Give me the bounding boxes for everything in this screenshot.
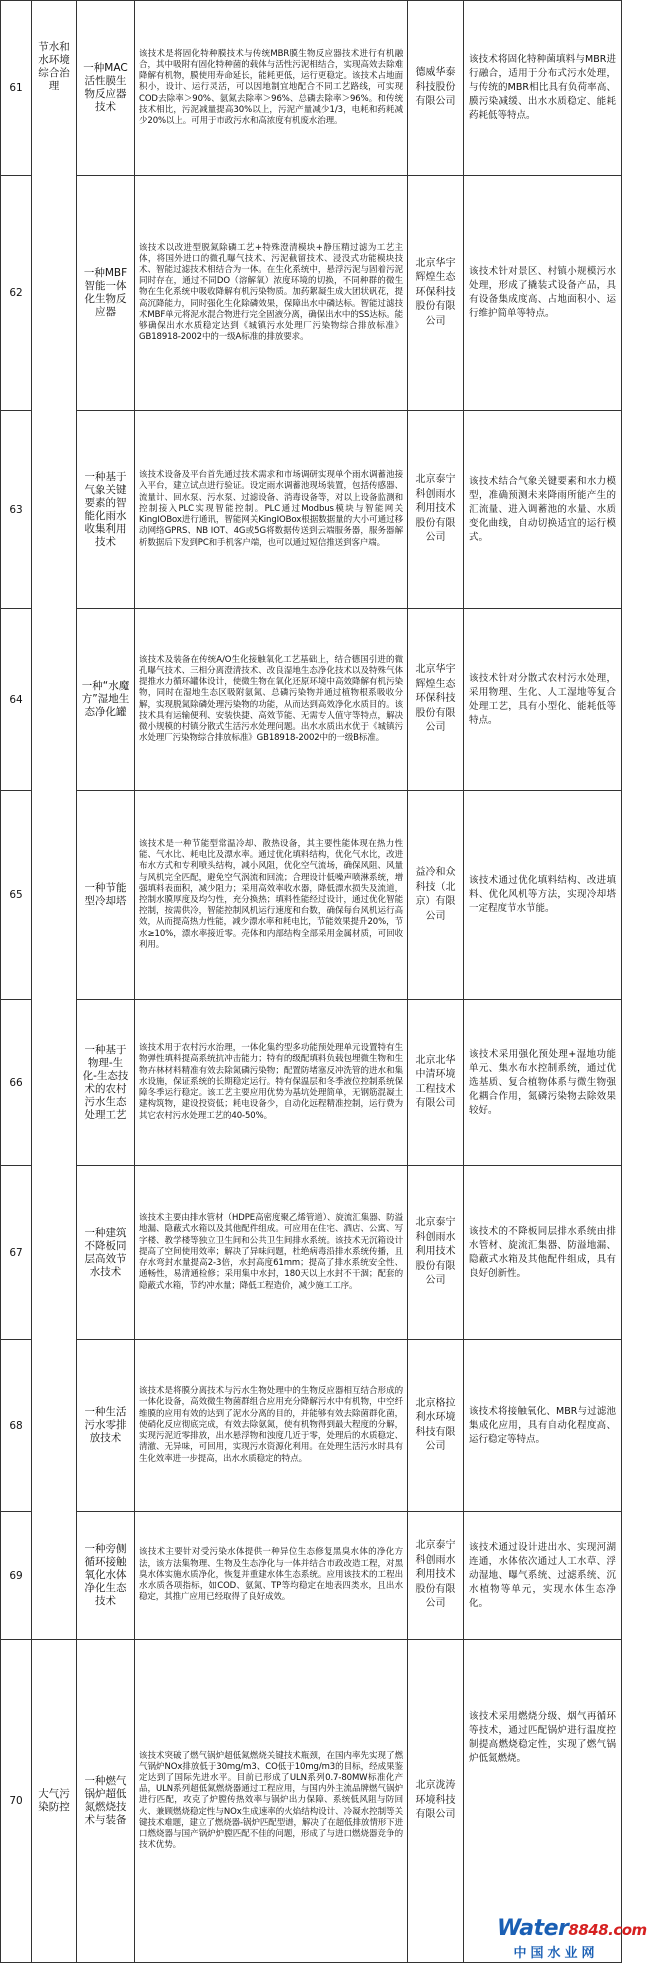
category-cell: 节水和水环境综合治理	[32, 1, 77, 1640]
technology-description: 该技术主要针对受污染水体提供一种异位生态修复黑臭水体的净化方法，该方法集物理、生物及生态净化与一体并结合市政改造工程，对黑臭水体实施水质净化，恢复并重建水体生态系统。应用该技术的工程出水水质各项指标，如COD、氨氮、TP等均稳定在地表四类水，且出水稳定，其推广应用已经取得了良好成效。	[135, 1512, 408, 1640]
technology-description: 该技术以改进型脱氮除磷工艺+特殊澄清模块+静压精过滤为工艺主体，将国外进口的微孔曝气技术、污泥截留技术、浸没式功能模块技术、智能过滤技术相结合为一体。在生化系统中，悬浮污泥与固着污泥同时存在，通过不同DO（溶解氧）浓度环境的切换，不同种群的微生物在生化系统中吸收降解有机污染物质。加药絮凝生成大团状矾花，提高沉降能力，同时强化生化除磷效果，保障出水中磷达标。智能过滤技术MBF单元将泥水混合物进行完全固液分离，确保出水中的SS达标。能够确保出水水质稳定达到《城镇污水处理厂污染物综合排放标准》GB18918-2002中的一级A标准的排放要求。	[135, 176, 408, 411]
watermark-brand-number: 8848	[568, 1921, 609, 1939]
table-row	[1, 791, 622, 1000]
technology-name: 一种节能型冷却塔	[77, 791, 135, 1000]
applicant-unit: 德威华泰科技股份有限公司	[408, 1, 464, 176]
table-row	[1, 176, 622, 411]
applicant-unit: 益冷和众科技（北京）有限公司	[408, 791, 464, 1000]
technology-features: 该技术将接触氧化、MBR与过滤池集成化应用，具有自动化程度高、运行稳定等特点。	[464, 1340, 622, 1512]
technology-features: 该技术通过设计进出水、实现河湖连通，水体依次通过人工水草、浮动湿地、曝气系统、过滤系统、沉水植物等单元，实现水体生态净化。	[464, 1512, 622, 1640]
applicant-unit: 北京华宇辉煌生态环保科技股份有限公司	[408, 176, 464, 411]
technology-description: 该技术设备及平台首先通过技术需求和市场调研实现单个雨水调蓄池接入平台，建立试点进行验证。设定雨水调蓄池现场装置，包括传感器、流量计、回水泵、污水泵、过滤设备、消毒设备等，对以上设备监测和控制接入PLC实现智能控制。PLC通过Modbus模块与智能网关KingIOBox进行通讯，智能网关KingIOBox根据数据量的大小可通过移动网络GPRS、NB IOT、4G或5G将数据传送到云端服务器，服务器解析数据后下发到PC和手机客户端，也可以通过短信推送到客户端。	[135, 411, 408, 609]
row-number: 62	[1, 176, 32, 411]
technology-name: 一种MAC活性膜生物反应器技术	[77, 1, 135, 176]
table-row	[1, 1166, 622, 1340]
table-row	[1, 609, 622, 791]
technology-description: 该技术是将膜分离技术与污水生物处理中的生物反应器相互结合形成的一体化设备，高效微生物菌群组合应用充分降解污水中有机物，中空纤维膜的应用有效的达到了泥水分离的目的，并能够有效去除菌群化菌，使硝化反应彻底完成，有效去除氨氮，使有机物得到最大程度的分解，实现污泥近零排放，出水悬浮物和浊度几近于零，处理后的水质稳定、清澈、无异味，可回用，实现污水资源化利用。在处理生活污水时具有生化效率进一步提高，出水水质稳定的特点。	[135, 1340, 408, 1512]
row-number: 66	[1, 1000, 32, 1166]
row-number: 61	[1, 1, 32, 176]
row-number: 63	[1, 411, 32, 609]
watermark-brand-left: Water	[497, 1916, 569, 1941]
technology-features: 该技术针对分散式农村污水处理，采用物理、生化、人工湿地等复合处理工艺，具有小型化、能耗低等特点。	[464, 609, 622, 791]
row-number: 64	[1, 609, 32, 791]
table-row	[1, 1, 622, 176]
technology-description: 该技术是将固化特种膜技术与传统MBR膜生物反应器技术进行有机融合，其中吸附有固化特种菌的载体与活性污泥相结合，实现高效去除难降解有机物，膜使用寿命延长，能耗更低，运行更稳定。该技术占地面积小，设计、运行灵活，可以因地制宜地配合不同工艺路线，可实现COD去除率＞90%、氨氮去除率＞96%、总磷去除率＞96%。和传统技术相比，污泥减量提高30%以上，污泥产量减少1/3，电耗和药耗减少20%以上。可用于市政污水和高浓度有机废水治理。	[135, 1, 408, 176]
watermark-logo	[497, 1916, 647, 1942]
technology-description: 该技术是一种节能型常温冷却、散热设备，其主要性能体现在热力性能、气水比、耗电比及漂水率。通过优化填料结构，优化气水比，改进布水方式和专利喷头结构，减小风阻，优化空气流场，确保风阻、风量与风机完全匹配，避免空气涡流和回流；合理设计低噪声喷淋系统，增强填料表面积，减少阻力；采用高效率收水器，降低漂水损失及流道，控制水膜厚度及均匀性，充分换热；填料性能经过设计，通过优化智能控制，按需供冷，智能控制风机运行速度和台数，确保每台风机运行高效，从而提高热力性能，减少漂水率和耗电比，节能效果提升20%，节水≥10%，漂水率接近零。壳体和内部结构全部采用金属材质，可回收利用。	[135, 791, 408, 1000]
technology-name: 一种基于物理-生化-生态技术的农村污水生态处理工艺	[77, 1000, 135, 1166]
row-number: 70	[1, 1640, 32, 1963]
table-row	[1, 411, 622, 609]
technology-description: 该技术突破了燃气锅炉超低氮燃烧关键技术瓶颈，在国内率先实现了燃气锅炉NOx排放低于30mg/m3、CO低于10mg/m3的目标，经成果鉴定达到了国际先进水平。目前已形成了ULN系列0.7-80MW标准化产品，ULN系列超低氮燃烧器通过工程应用，与国内外主流品牌燃气锅炉进行匹配，攻克了炉膛传热效率与锅炉出力保障、系统低风阻与防回火、兼顾燃烧稳定性与NOx生成速率的火焰结构设计、冷凝水控制等关键技术难题，建立了燃烧器-锅炉匹配型谱，解决了在超低排放情形下进口燃烧器与国产锅炉炉膛匹配不佳的问题，形成了与进口燃烧器竞争的技术优势。	[135, 1640, 408, 1963]
technology-name: 一种“水魔方”湿地生态净化罐	[77, 609, 135, 791]
technology-features: 该技术采用强化预处理+湿地功能单元、集水布水控制系统，通过优选基质、复合植物体系与微生物强化耦合作用，氮磷污染物去除效果较好。	[464, 1000, 622, 1166]
category-cell: 大气污染防控	[32, 1640, 77, 1963]
technology-features: 该技术通过优化填料结构、改进填料、优化风机等方法，实现冷却塔一定程度节水节能。	[464, 791, 622, 1000]
table-row	[1, 1340, 622, 1512]
technology-description: 该技术及装备在传统A/O生化接触氧化工艺基础上，结合德国引进的微孔曝气技术、三相分离澄清技术、改良湿地生态净化技术以及特殊气体提推水力循环罐体设计，使微生物在氧化还原环境中高效降解有机污染物，同时在湿地生态区吸附氨氮、总磷污染物并通过植物根系吸收分解，实现脱氮除磷处理污染物的功能，从而达到高效净化水质目的。该技术具有运输便利、安装快捷、高效节能、无需专人值守等特点，解决微小规模的村镇分散式生活污水处理问题。出水水质出水优于《城镇污水处理厂污染物综合排放标准》GB18918-2002中的一级B标准。	[135, 609, 408, 791]
applicant-unit: 北京华宇辉煌生态环保科技股份有限公司	[408, 609, 464, 791]
technology-description: 该技术用于农村污水治理，一体化集约型多功能预处理单元设置特有生物弹性填料提高系统抗冲击能力；特有的级配填料负载包埋微生物和生物卉林材料精准有效去除氮磷污染物；配置防堵塞反冲洗管的进水和集水设施，保证系统的长期稳定运行。特有保温层和冬季液位控制系统保障冬季运行稳定。该工艺主要应用优势为基坑处理简单，无钢筋混凝土建构筑物，建设投资低；耗电设备少，自动化远程精准控制，运行费为其它农村污水处理工艺的40-50%。	[135, 1000, 408, 1166]
applicant-unit: 北京泰宁科创雨水利用技术股份有限公司	[408, 411, 464, 609]
technology-name: 一种旁侧循环接触氧化水体净化生态技术	[77, 1512, 135, 1640]
technology-name: 一种建筑不降板同层高效节水技术	[77, 1166, 135, 1340]
technology-features: 该技术的不降板同层排水系统由排水管材、旋流汇集器、防溢地漏、隐蔽式水箱及其他配件组成，具有良好创新性。	[464, 1166, 622, 1340]
table-row	[1, 1512, 622, 1640]
technology-features: 该技术针对景区、村镇小规模污水处理，形成了撬装式设备产品，具有设备集成度高、占地面积小、运行维护简单等特点。	[464, 176, 622, 411]
technology-features: 该技术将固化特种菌填料与MBR进行融合，适用于分布式污水处理，与传统的MBR相比具有负荷率高、膜污染减缓、出水水质稳定、能耗药耗低等特点。	[464, 1, 622, 176]
applicant-unit: 北京北华中清环境工程技术有限公司	[408, 1000, 464, 1166]
technology-name: 一种燃气锅炉超低氮燃烧技术与装备	[77, 1640, 135, 1963]
applicant-unit: 北京泷涛环境科技有限公司	[408, 1640, 464, 1963]
table-row	[1, 1000, 622, 1166]
row-number: 69	[1, 1512, 32, 1640]
site-watermark	[497, 1916, 647, 1961]
row-number: 67	[1, 1166, 32, 1340]
table-row	[1, 1640, 622, 1963]
technology-name: 一种MBF智能一体化生物反应器	[77, 176, 135, 411]
technology-name: 一种生活污水零排放技术	[77, 1340, 135, 1512]
technology-description: 该技术主要由排水管材（HDPE高密度聚乙烯管道）、旋流汇集器、防溢地漏、隐蔽式水箱以及其他配件组成。可应用在住宅、酒店、公寓、写字楼、教学楼等独立卫生间和公共卫生间排水系统。该技术无沉箱设计提高了空间使用效率；解决了异味问题，杜绝病毒沿排水系统传播，且存水弯封水量提高2-3倍，水封高度61mm；提高了排水系统安全性、通畅性，易清通检修；采用集中水封，180天以上水封不干涸；配套的隐蔽式水箱，节约冲水量；降低工程造价，减少施工工序。	[135, 1166, 408, 1340]
technology-name: 一种基于气象关键要素的智能化雨水收集利用技术	[77, 411, 135, 609]
applicant-unit: 北京格拉利水环境科技有限公司	[408, 1340, 464, 1512]
technology-features: 该技术结合气象关键要素和水力模型，准确预测未来降雨所能产生的汇流量、进入调蓄池的水量、水质变化曲线，自动切换适宜的运行模式。	[464, 411, 622, 609]
row-number: 68	[1, 1340, 32, 1512]
technology-features: 该技术采用燃烧分级、烟气再循环等技术，通过匹配锅炉进行温度控制提高燃烧稳定性，实现了燃气锅炉低氮燃烧。	[464, 1640, 622, 1963]
applicant-unit: 北京泰宁科创雨水利用技术股份有限公司	[408, 1512, 464, 1640]
row-number: 65	[1, 791, 32, 1000]
watermark-subtitle: 中国水业网	[513, 1946, 599, 1961]
applicant-unit: 北京泰宁科创雨水利用技术股份有限公司	[408, 1166, 464, 1340]
watermark-brand-right: .com	[608, 1921, 647, 1939]
